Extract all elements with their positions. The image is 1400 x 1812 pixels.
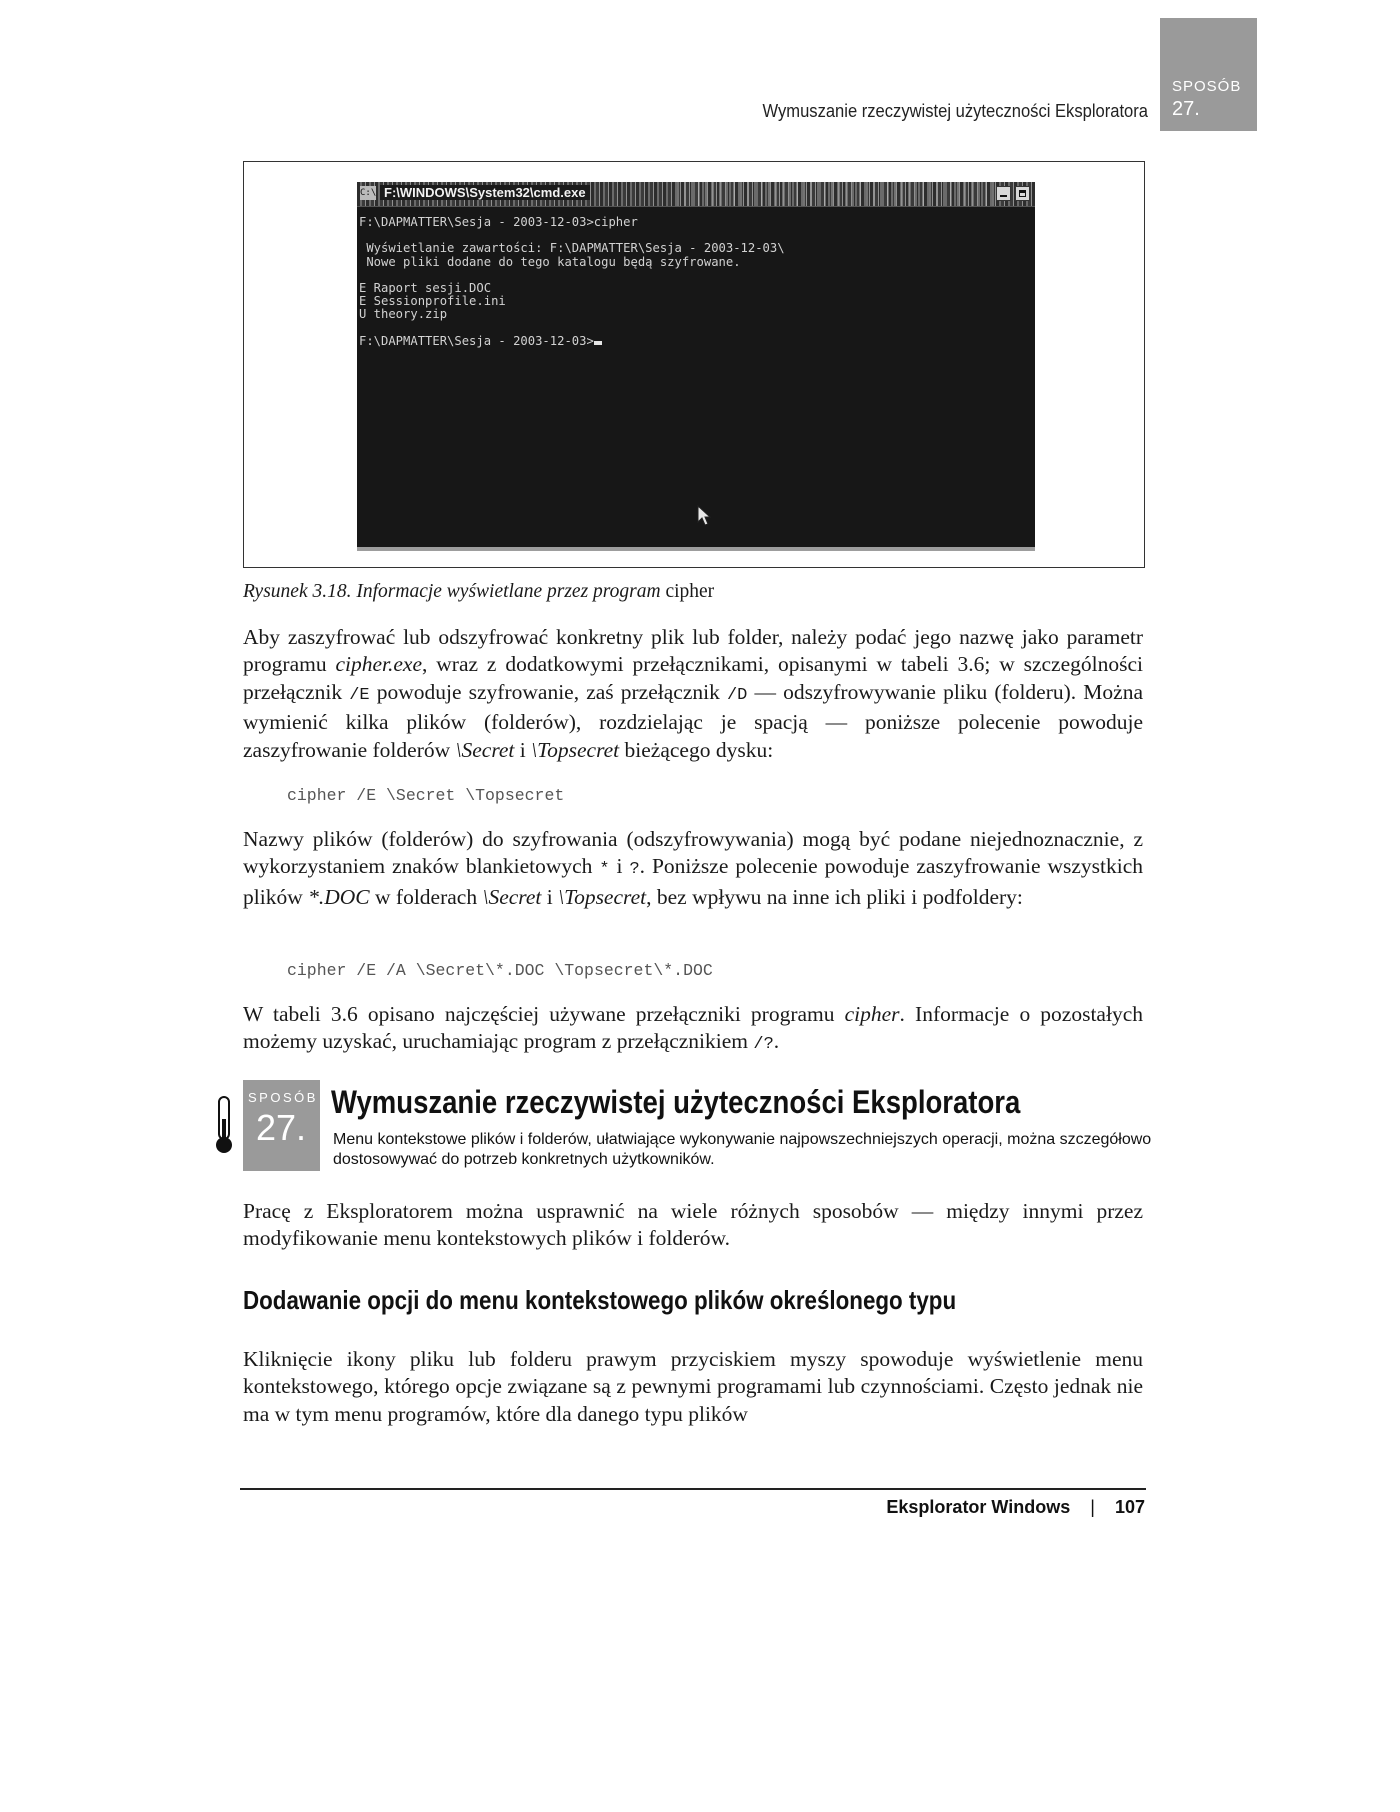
section-subtitle: Menu kontekstowe plików i folderów, ułatwiające wykonywanie najpowszechniejszych operacji, można szczegółowo dostosowywać do potrzeb konkretnych użytkowników. xyxy=(333,1131,1152,1168)
maximize-icon xyxy=(1015,186,1030,201)
filename: cipher.exe xyxy=(335,652,423,677)
console-line: F:\DAPMATTER\Sesja - 2003-12-03>cipher xyxy=(359,215,638,229)
body-paragraph xyxy=(243,826,1143,911)
console-titlebar xyxy=(357,182,1035,207)
folder-name: \Topsecret xyxy=(531,737,620,762)
page-number: 107 xyxy=(1114,1497,1145,1517)
text-run: Nazwy plików (folderów) do szyfrowania (odszyfrowywania) mogą być podane niejednoznacznie, z wykorzystaniem znaków blankietowych xyxy=(243,827,1143,879)
console-line: Wyświetlanie zawartości: F:\DAPMATTER\Sesja - 2003-12-03\ xyxy=(359,241,785,256)
text-run: . Poniższe polecenie powoduje zaszyfrowanie wszystkich plików xyxy=(243,854,1143,909)
folder-name: \Secret xyxy=(455,737,515,762)
folder-name: \Secret xyxy=(482,884,542,909)
text-run: i xyxy=(514,737,532,762)
text-run: . xyxy=(773,1029,780,1054)
body-paragraph xyxy=(243,1001,1143,1059)
console-window-screenshot xyxy=(357,182,1035,547)
console-line: E Sessionprofile.ini xyxy=(359,294,506,309)
section-title: Wymuszanie rzeczywistej użyteczności Eksploratora xyxy=(331,1084,1021,1120)
body-paragraph xyxy=(243,624,1143,764)
code-block: cipher /E \Secret \Topsecret xyxy=(287,786,565,805)
console-output xyxy=(359,216,785,348)
console-cursor xyxy=(594,341,602,345)
inline-code: /E xyxy=(349,685,370,705)
minimize-icon xyxy=(996,186,1011,201)
page-footer xyxy=(886,1497,1145,1518)
figure-caption xyxy=(243,581,714,603)
console-line: U theory.zip xyxy=(359,307,448,322)
body-paragraph: Kliknięcie ikony pliku lub folderu prawym przyciskiem myszy spowoduje wyświetlenie menu kontekstowego, którego opcje związane są z pewnymi programami lub czynnościami. Często jednak nie ma w tym menu programów, które dla danego typu plików xyxy=(243,1347,1143,1426)
section-badge-label: SPOSÓB xyxy=(248,1090,318,1105)
inline-code: /? xyxy=(753,1035,774,1055)
text-run: i xyxy=(541,884,559,909)
chapter-tab-label: SPOSÓB xyxy=(1172,78,1242,95)
text-run: i xyxy=(609,854,630,879)
console-line: F:\DAPMATTER\Sesja - 2003-12-03> xyxy=(359,333,594,348)
text-run: powoduje szyfrowanie, zaś przełącznik xyxy=(369,679,727,704)
text-run: , bez wpływu na inne ich pliki i podfoldery: xyxy=(646,884,1023,909)
thermometer-icon xyxy=(213,1095,235,1155)
console-line: Nowe pliki dodane do tego katalogu będą szyfrowane. xyxy=(359,254,741,269)
caption-label: Rysunek 3.18. Informacje wyświetlane przez program xyxy=(243,581,661,602)
inline-code: ? xyxy=(629,860,640,880)
subheading: Dodawanie opcji do menu kontekstowego plików określonego typu xyxy=(243,1285,957,1315)
caption-program: cipher xyxy=(665,581,715,602)
chapter-tab-number: 27. xyxy=(1172,98,1200,120)
text-run: , wraz z dodatkowymi przełącznikami, opisanymi w tabeli 3.6; w szczególności przełącznik xyxy=(243,652,1143,704)
inline-code: * xyxy=(599,860,610,880)
body-paragraph: Pracę z Eksploratorem można usprawnić na wiele różnych sposobów — między innymi przez modyfikowanie menu kontekstowych plików i folderów. xyxy=(243,1199,1143,1251)
footer-section: Eksplorator Windows xyxy=(886,1497,1071,1517)
text-run: . Informacje o pozostałych możemy uzyskać, uruchamiając program z przełącznikiem xyxy=(243,1002,1143,1054)
text-run: bieżącego dysku: xyxy=(619,737,774,762)
console-window-title: F:\WINDOWS\System32\cmd.exe xyxy=(380,185,590,200)
text-run: W tabeli 3.6 opisano najczęściej używane przełączniki programu xyxy=(243,1002,845,1026)
console-app-icon: C:\ xyxy=(360,188,377,198)
folder-name: \Topsecret xyxy=(558,884,647,909)
footer-rule xyxy=(240,1488,1146,1490)
console-bottom-border xyxy=(357,547,1035,551)
mouse-pointer-icon xyxy=(697,505,715,529)
chapter-tab xyxy=(1160,18,1257,131)
file-pattern: *.DOC xyxy=(308,884,370,909)
section-badge-number: 27. xyxy=(256,1107,307,1148)
console-line: E Raport sesji.DOC xyxy=(359,281,492,296)
text-run: Aby zaszyfrować lub odszyfrować konkretny plik lub folder, należy podać jego nazwę jako parametr programu xyxy=(243,625,1143,677)
inline-code: /D xyxy=(726,685,748,705)
program-name: cipher xyxy=(844,1002,900,1026)
code-block: cipher /E /A \Secret\*.DOC \Topsecret\*.DOC xyxy=(287,961,713,980)
text-run: — odszyfrowywanie pliku (folderu). Można wymienić kilka plików (folderów), rozdzielając je spacją — poniższe polecenie powoduje zaszyfrowanie folderów xyxy=(243,679,1143,762)
text-run: w folderach xyxy=(369,884,483,909)
footer-separator: | xyxy=(1090,1497,1095,1517)
section-badge xyxy=(243,1080,320,1171)
running-header: Wymuszanie rzeczywistej użyteczności Eksploratora xyxy=(762,101,1148,121)
